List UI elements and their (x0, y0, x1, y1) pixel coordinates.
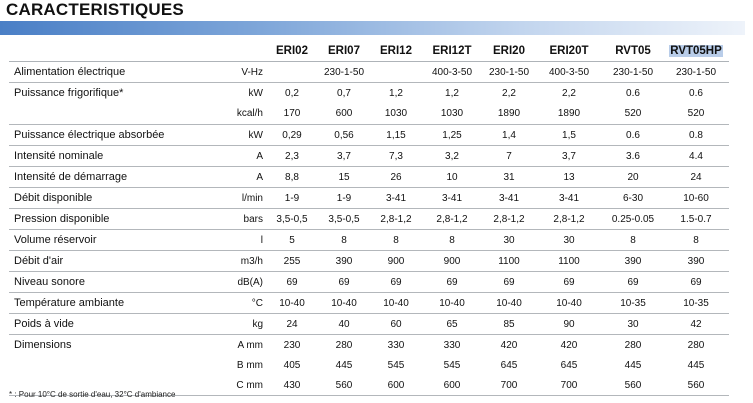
column-header: ERI12T (421, 40, 483, 62)
row-label: Puissance frigorifique* (14, 87, 124, 99)
table-cell: 10 (421, 167, 483, 188)
page-title: CARACTERISTIQUES (6, 0, 184, 19)
table-cell: 2,8-1,2 (483, 209, 535, 230)
table-row (9, 272, 729, 293)
row-label: Température ambiante (9, 293, 219, 314)
table-cell: 445 (687, 359, 705, 371)
table-cell: 0.25-0.05 (603, 209, 663, 230)
table-cell: 230-1-50 (267, 62, 421, 83)
table-row (9, 314, 729, 335)
table-cell: 8 (371, 230, 421, 251)
row-unit: bars (219, 209, 267, 230)
table-cell: 4.4 (663, 146, 729, 167)
row-unit: l (219, 230, 267, 251)
table-cell: 26 (371, 167, 421, 188)
table-cell: 390 (663, 251, 729, 272)
table-cell: 30 (535, 230, 603, 251)
row-unit: m3/h (219, 251, 267, 272)
table-cell: 900 (371, 251, 421, 272)
table-cell: 520 (603, 103, 663, 125)
table-cell: 1030 (421, 103, 483, 125)
table-cell: 560 (663, 375, 729, 396)
table-cell: 3-41 (371, 188, 421, 209)
table-cell: 645 (500, 359, 518, 371)
table-cell: 1,4 (483, 125, 535, 146)
row-unit: l/min (219, 188, 267, 209)
table-cell: 69 (663, 272, 729, 293)
table-cell: 69 (483, 272, 535, 293)
table-cell: 400-3-50 (535, 62, 603, 83)
table-cell: 31 (483, 167, 535, 188)
row-unit: kg (219, 314, 267, 335)
table-cell: 0,2 (285, 87, 299, 99)
table-cell: 230-1-50 (663, 62, 729, 83)
table-cell: 0,7 (337, 87, 351, 99)
table-cell: 0.6 (689, 87, 703, 99)
table-cell: 10-40 (421, 293, 483, 314)
table-cell: 0.8 (663, 125, 729, 146)
table-cell: 13 (535, 167, 603, 188)
table-cell: 3,5-0,5 (317, 209, 371, 230)
row-label: Alimentation électrique (9, 62, 219, 83)
table-cell: 3-41 (535, 188, 603, 209)
column-header: ERI07 (317, 40, 371, 62)
table-cell: 420 (560, 339, 578, 351)
table-cell: 2,3 (267, 146, 317, 167)
table-cell: 600 (317, 103, 371, 125)
table-cell: 1,2 (389, 87, 403, 99)
table-cell: 330 (387, 339, 405, 351)
table-cell: 69 (317, 272, 371, 293)
table-row (9, 355, 729, 375)
table-row (9, 293, 729, 314)
row-label: Volume réservoir (9, 230, 219, 251)
table-row (9, 103, 729, 125)
table-cell: 8,8 (267, 167, 317, 188)
table-cell: 2,8-1,2 (535, 209, 603, 230)
table-cell: 3,2 (421, 146, 483, 167)
table-row (9, 335, 729, 356)
table-cell: 1,15 (371, 125, 421, 146)
row-label (9, 103, 219, 125)
table-cell: 8 (421, 230, 483, 251)
table-cell: 65 (421, 314, 483, 335)
table-cell: 560 (603, 375, 663, 396)
table-row (9, 83, 729, 104)
row-label (9, 355, 219, 375)
table-cell: 10-40 (483, 293, 535, 314)
table-cell: 15 (317, 167, 371, 188)
table-cell: 90 (535, 314, 603, 335)
row-unit: V-Hz (219, 62, 267, 83)
row-label: Intensité nominale (9, 146, 219, 167)
column-header: ERI20T (535, 40, 603, 62)
table-cell: 1890 (483, 103, 535, 125)
header-label-spacer (9, 40, 219, 62)
column-header: ERI20 (483, 40, 535, 62)
table-row (9, 209, 729, 230)
table-cell: 390 (317, 251, 371, 272)
table-cell: 69 (535, 272, 603, 293)
row-unit: B mm (236, 359, 263, 371)
table-cell: 5 (267, 230, 317, 251)
table-cell: 10-35 (663, 293, 729, 314)
table-cell: 1100 (483, 251, 535, 272)
table-cell: 1.5-0.7 (663, 209, 729, 230)
table-cell: 230-1-50 (603, 62, 663, 83)
row-unit: A (219, 167, 267, 188)
table-cell: 2,2 (502, 87, 516, 99)
row-unit: A (219, 146, 267, 167)
table-cell: 6-30 (603, 188, 663, 209)
table-row (9, 230, 729, 251)
table-cell: 3,7 (317, 146, 371, 167)
row-label: Pression disponible (9, 209, 219, 230)
row-label: Débit disponible (9, 188, 219, 209)
table-row (9, 146, 729, 167)
row-label: Niveau sonore (9, 272, 219, 293)
table-cell: 330 (443, 339, 461, 351)
table-cell: 230 (283, 339, 301, 351)
table-cell: 545 (443, 359, 461, 371)
table-cell: 170 (267, 103, 317, 125)
row-unit: kcal/h (219, 103, 267, 125)
table-cell: 1,2 (445, 87, 459, 99)
table-cell: 255 (267, 251, 317, 272)
table-cell: 280 (624, 339, 642, 351)
table-cell: 445 (335, 359, 353, 371)
table-cell: 1890 (535, 103, 603, 125)
table-cell: 445 (624, 359, 642, 371)
table-cell: 30 (603, 314, 663, 335)
table-cell: 8 (317, 230, 371, 251)
table-cell: 0.6 (603, 125, 663, 146)
table-cell: 405 (283, 359, 301, 371)
table-cell: 10-60 (663, 188, 729, 209)
row-unit: kW (248, 87, 263, 99)
table-cell: 1-9 (317, 188, 371, 209)
table-cell: 700 (535, 375, 603, 396)
table-cell: 230-1-50 (483, 62, 535, 83)
table-cell: 420 (500, 339, 518, 351)
table-cell: 69 (421, 272, 483, 293)
row-label: Intensité de démarrage (9, 167, 219, 188)
table-cell: 1030 (371, 103, 421, 125)
table-cell: 24 (267, 314, 317, 335)
table-cell: 0.6 (626, 87, 640, 99)
row-unit: dB(A) (219, 272, 267, 293)
table-cell: 20 (603, 167, 663, 188)
table-cell: 10-35 (603, 293, 663, 314)
table-cell: 520 (663, 103, 729, 125)
table-cell: 8 (663, 230, 729, 251)
table-row (9, 167, 729, 188)
column-header: ERI12 (371, 40, 421, 62)
table-cell: 7,3 (371, 146, 421, 167)
table-cell: 700 (483, 375, 535, 396)
row-label: Poids à vide (9, 314, 219, 335)
header-row (9, 40, 729, 62)
table-cell: 10-40 (535, 293, 603, 314)
table-cell: 60 (371, 314, 421, 335)
table-cell: 10-40 (267, 293, 317, 314)
table-row (9, 188, 729, 209)
column-header: ERI02 (267, 40, 317, 62)
row-label: Puissance électrique absorbée (9, 125, 219, 146)
table-cell: 600 (421, 375, 483, 396)
row-unit: C mm (219, 375, 267, 396)
table-cell: 40 (317, 314, 371, 335)
column-header-highlighted (663, 40, 729, 62)
table-cell: 2,8-1,2 (371, 209, 421, 230)
table-cell: 42 (663, 314, 729, 335)
table-cell: 10-40 (317, 293, 371, 314)
row-unit: kW (219, 125, 267, 146)
table-row (9, 62, 729, 83)
table-cell: 85 (483, 314, 535, 335)
row-label: Débit d'air (9, 251, 219, 272)
table-cell: 3-41 (483, 188, 535, 209)
table-cell: 3,5-0,5 (267, 209, 317, 230)
title-bar (0, 21, 745, 35)
table-cell: 280 (335, 339, 353, 351)
table-cell: 1,25 (421, 125, 483, 146)
table-row (9, 251, 729, 272)
table-cell: 430 (267, 375, 317, 396)
table-cell: 1100 (535, 251, 603, 272)
table-cell: 3-41 (421, 188, 483, 209)
table-cell: 280 (687, 339, 705, 351)
table-cell: 560 (317, 375, 371, 396)
table-cell: 2,2 (562, 87, 576, 99)
table-cell: 7 (483, 146, 535, 167)
table-cell: 69 (603, 272, 663, 293)
column-header: RVT05 (603, 40, 663, 62)
table-cell: 0,56 (317, 125, 371, 146)
column-header-label: RVT05HP (670, 44, 722, 57)
table-cell: 69 (267, 272, 317, 293)
table-row (9, 125, 729, 146)
table-cell: 600 (371, 375, 421, 396)
table-cell: 545 (387, 359, 405, 371)
table-cell: 645 (560, 359, 578, 371)
table-cell: 69 (371, 272, 421, 293)
table-cell: 900 (421, 251, 483, 272)
table-cell: 400-3-50 (421, 62, 483, 83)
table-cell: 24 (663, 167, 729, 188)
header-unit-spacer (219, 40, 267, 62)
table-cell: 3,7 (535, 146, 603, 167)
table-cell: 10-40 (371, 293, 421, 314)
table-cell: 0,29 (267, 125, 317, 146)
table-cell: 30 (483, 230, 535, 251)
table-cell: 8 (603, 230, 663, 251)
table-cell: 2,8-1,2 (421, 209, 483, 230)
row-unit: A mm (237, 339, 263, 351)
table-cell: 3.6 (603, 146, 663, 167)
characteristics-table (9, 40, 729, 396)
footnote: * : Pour 10°C de sortie d'eau, 32°C d'ambiance (9, 390, 176, 399)
table-cell: 1,5 (535, 125, 603, 146)
table-cell: 1-9 (267, 188, 317, 209)
table-cell: 390 (603, 251, 663, 272)
row-unit: °C (219, 293, 267, 314)
row-label: Dimensions (14, 339, 72, 351)
table-body (9, 62, 729, 396)
